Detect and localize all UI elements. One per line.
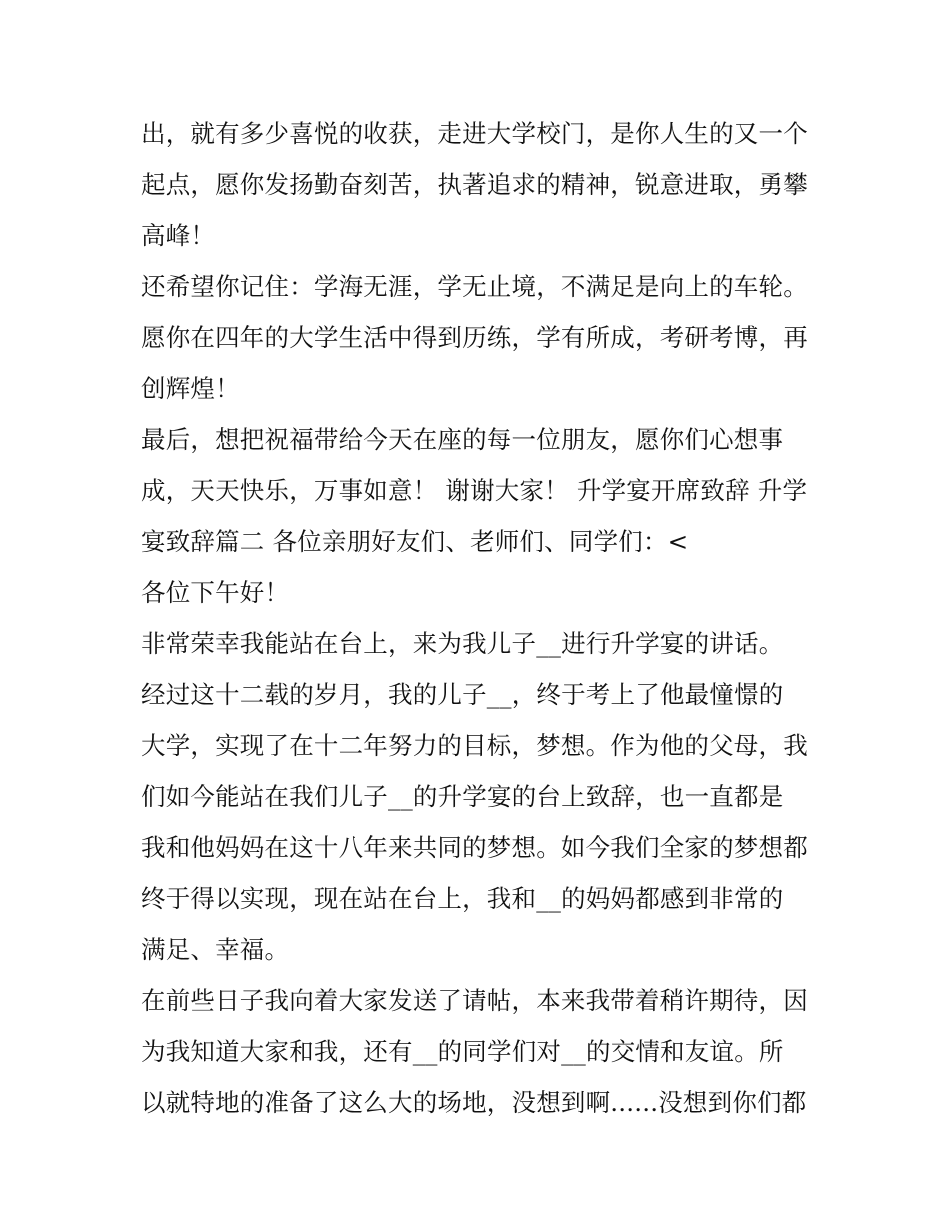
text-line: 愿你在四年的大学生活中得到历练，学有所成，考研考博，再 [141,323,808,352]
text-line: 们如今能站在我们儿子__的升学宴的台上致辞，也一直都是 [141,782,784,811]
text-line: 还希望你记住：学海无涯，学无止境，不满足是向上的车轮。 [141,272,808,301]
text-line: 成，天天快乐，万事如意！ 谢谢大家！ 升学宴开席致辞 升学 [141,476,808,505]
document-body [141,108,821,1128]
text-line: 终于得以实现，现在站在台上，我和__的妈妈都感到非常的 [141,884,784,913]
text-line: 满足、幸福。 [141,935,290,964]
text-line: 各位下午好！ [141,578,290,607]
text-line: 为我知道大家和我，还有__的同学们对__的交情和友谊。所 [141,1037,784,1066]
text-line: 经过这十二载的岁月，我的儿子__，终于考上了他最憧憬的 [141,680,784,709]
text-line: 起点，愿你发扬勤奋刻苦，执著追求的精神，锐意进取，勇攀 [141,170,808,199]
text-line: 出，就有多少喜悦的收获，走进大学校门，是你人生的又一个 [141,119,808,148]
text-line: 最后，想把祝福带给今天在座的每一位朋友，愿你们心想事 [141,425,784,454]
text-line: 高峰！ [141,221,216,250]
text-line: 大学，实现了在十二年努力的目标，梦想。作为他的父母，我 [141,731,808,760]
text-line: 我和他妈妈在这十八年来共同的梦想。如今我们全家的梦想都 [141,833,808,862]
text-line: 在前些日子我向着大家发送了请帖，本来我带着稍许期待，因 [141,986,808,1015]
text-line: 宴致辞篇二 各位亲朋好友们、老师们、同学们：< [141,527,689,556]
text-line: 以就特地的准备了这么大的场地，没想到啊......没想到你们都 [141,1088,807,1117]
text-line: 创辉煌！ [141,374,240,403]
text-line: 非常荣幸我能站在台上，来为我儿子__进行升学宴的讲话。 [141,629,784,658]
